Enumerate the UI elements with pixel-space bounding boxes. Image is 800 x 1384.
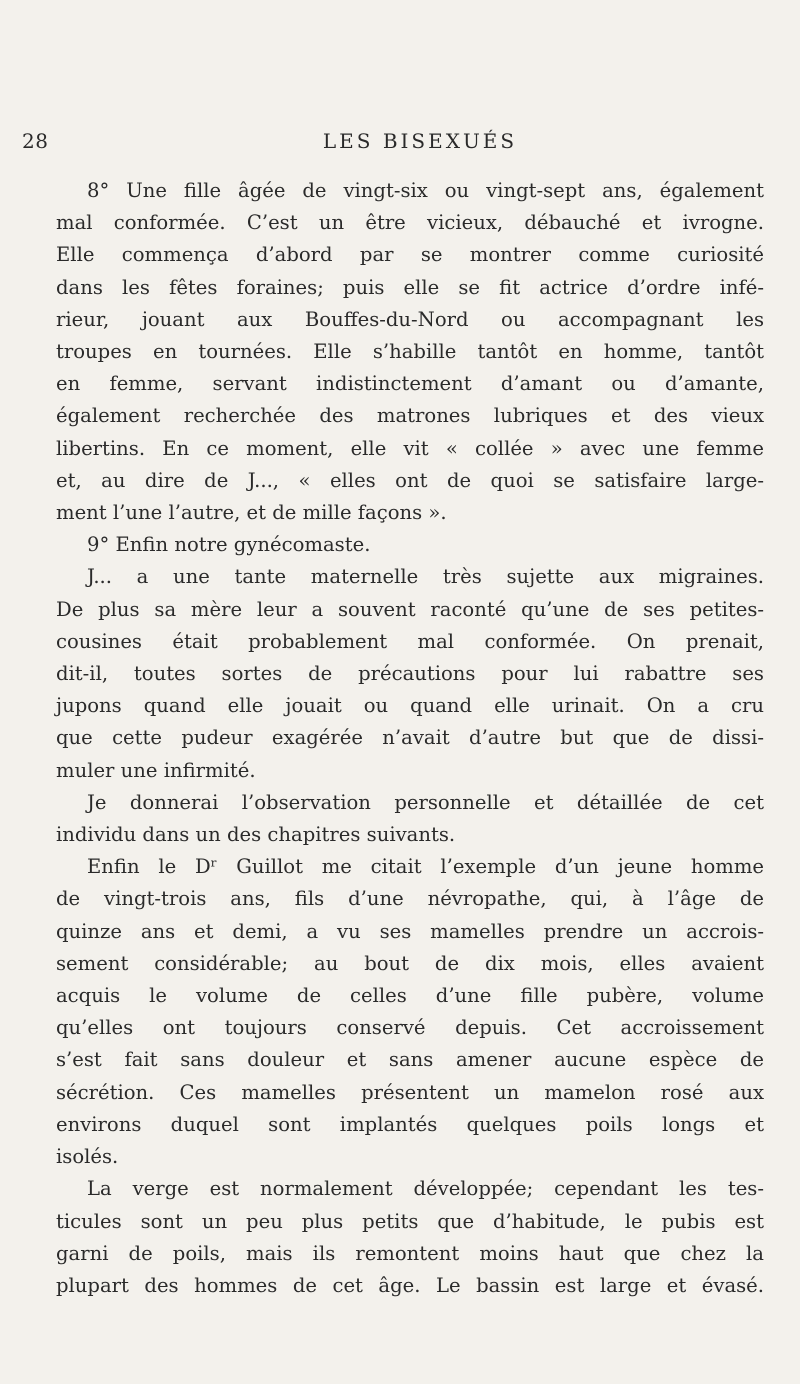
text-line: dans les fêtes foraines; puis elle se fit actrice d’ordre infé- <box>56 275 764 299</box>
text-line: ment l’une l’autre, et de mille façons ». <box>56 501 447 525</box>
text-line: isolés. <box>56 1145 119 1169</box>
text-line: Enfin le Dʳ Guillot me citait l’exemple d’un jeune homme <box>87 855 764 879</box>
text-line: muler une infirmité. <box>56 758 256 782</box>
text-line: La verge est normalement développée; cependant les tes- <box>87 1177 764 1201</box>
text-line: mal conformée. C’est un être vicieux, débauché et ivrogne. <box>56 211 764 235</box>
text-line: acquis le volume de celles d’une fille pubère, volume <box>56 984 764 1008</box>
text-line: libertins. En ce moment, elle vit « collée » avec une femme <box>56 436 764 460</box>
text-line: 8° Une fille âgée de vingt-six ou vingt-sept ans, également <box>87 179 764 202</box>
text-line: cousines était probablement mal conformée. On prenait, <box>56 629 764 653</box>
text-line: De plus sa mère leur a souvent raconté qu’une de ses petites- <box>56 597 764 621</box>
text-line: plupart des hommes de cet âge. Le bassin est large et évasé. <box>56 1273 764 1297</box>
text-line: sécrétion. Ces mamelles présentent un mamelon rosé aux <box>56 1080 764 1104</box>
text-line: dit-il, toutes sortes de précautions pour lui rabattre ses <box>56 662 764 686</box>
text-line: jupons quand elle jouait ou quand elle urinait. On a cru <box>56 694 764 718</box>
text-line: de vingt-trois ans, fils d’une névropathe, qui, à l’âge de <box>56 887 764 911</box>
text-line: individu dans un des chapitres suivants. <box>56 823 456 847</box>
text-line: qu’elles ont toujours conservé depuis. Cet accroissement <box>56 1016 764 1040</box>
text-line: sement considérable; au bout de dix mois, elles avaient <box>56 951 764 975</box>
text-line: et, au dire de J..., « elles ont de quoi se satisfaire large- <box>56 468 764 492</box>
text-line: J... a une tante maternelle très sujette aux migraines. <box>87 565 764 589</box>
text-line: que cette pudeur exagérée n’avait d’autre but que de dissi- <box>56 726 764 750</box>
text-line: rieur, jouant aux Bouffes-du-Nord ou accompagnant les <box>56 307 764 331</box>
running-head: LES BISEXUÉS <box>322 129 518 153</box>
text-line: s’est fait sans douleur et sans amener aucune espèce de <box>56 1048 764 1072</box>
text-line: troupes en tournées. Elle s’habille tantôt en homme, tantôt <box>56 340 764 364</box>
text-line: Elle commença d’abord par se montrer comme curiosité <box>56 243 764 267</box>
text-line: quinze ans et demi, a vu ses mamelles prendre un accrois- <box>56 919 764 943</box>
text-line: ticules sont un peu plus petits que d’habitude, le pubis est <box>56 1209 764 1233</box>
body-text <box>56 175 764 1302</box>
text-line: environs duquel sont implantés quelques poils longs et <box>56 1112 764 1136</box>
page-number: 28 <box>22 129 49 153</box>
text-line: 9° Enfin notre gynécomaste. <box>87 533 371 557</box>
text-line: garni de poils, mais ils remontent moins haut que chez la <box>56 1241 764 1265</box>
text-line: Je donnerai l’observation personnelle et détaillée de cet <box>87 790 764 814</box>
text-line: en femme, servant indistinctement d’amant ou d’amante, <box>56 372 764 396</box>
text-line: également recherchée des matrones lubriques et des vieux <box>56 404 764 428</box>
